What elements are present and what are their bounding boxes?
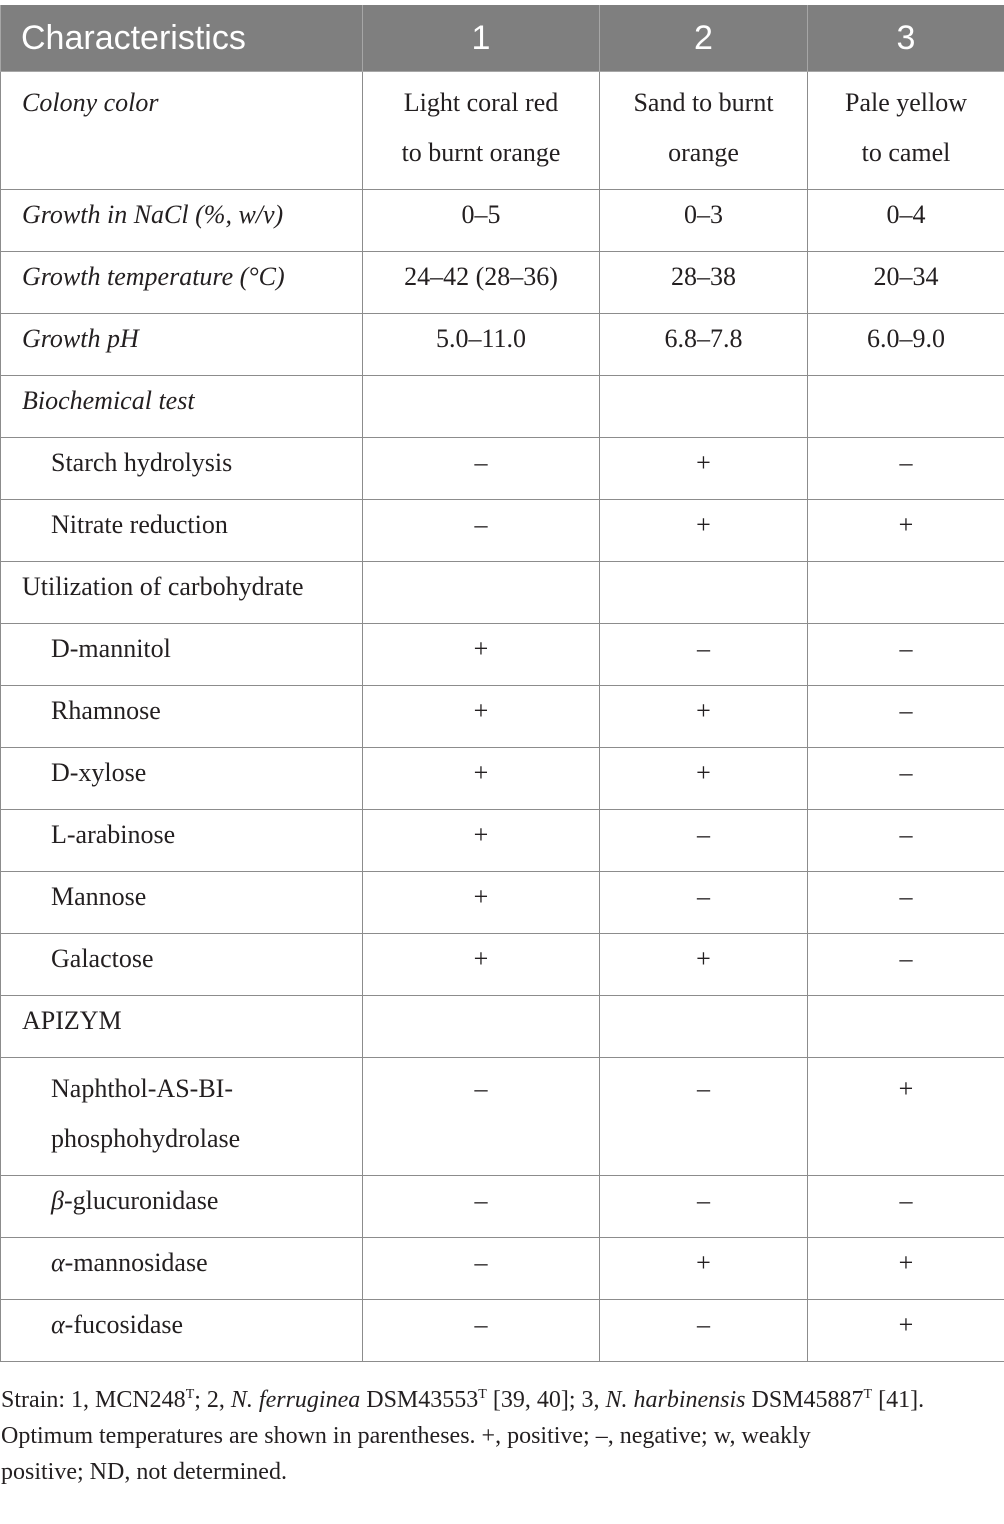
cell-col-3: – — [808, 438, 1004, 500]
cell-col-1: 5.0–11.0 — [363, 314, 600, 376]
cell-col-1: 0–5 — [363, 190, 600, 252]
cell-col-2: 0–3 — [600, 190, 808, 252]
row-label: L-arabinose — [1, 810, 363, 872]
species-name: N. harbinensis — [605, 1387, 746, 1413]
table-row — [1, 72, 1004, 190]
cell-col-2: + — [600, 500, 808, 562]
cell-col-2: – — [600, 810, 808, 872]
table-footnote — [1, 1382, 1003, 1490]
table-row — [1, 500, 1004, 562]
cell-col-3: 0–4 — [808, 190, 1004, 252]
header-col-3: 3 — [808, 5, 1004, 72]
cell-col-3: – — [808, 686, 1004, 748]
footnote-text: [39, 40]; 3, — [486, 1387, 606, 1413]
cell-col-3 — [808, 376, 1004, 438]
label-text: -glucuronidase — [63, 1186, 219, 1215]
cell-col-2: + — [600, 748, 808, 810]
footnote-text: Strain: 1, MCN248 — [1, 1387, 186, 1413]
cell-col-3 — [808, 72, 1004, 190]
section-label: APIZYM — [1, 996, 363, 1058]
cell-col-2: + — [600, 1238, 808, 1300]
cell-line: Pale yellow — [844, 88, 968, 117]
header-col-1: 1 — [363, 5, 600, 72]
section-label: Biochemical test — [1, 376, 363, 438]
header-col-2: 2 — [600, 5, 808, 72]
cell-line: to camel — [861, 138, 951, 167]
row-label: D-mannitol — [1, 624, 363, 686]
footnote-line-2: Optimum temperatures are shown in parentheses. +, positive; –, negative; w, weakly — [1, 1423, 811, 1449]
table-row — [1, 314, 1004, 376]
table-row — [1, 624, 1004, 686]
cell-line: orange — [668, 138, 739, 167]
row-label — [1, 1058, 363, 1176]
cell-col-1 — [363, 376, 600, 438]
cell-col-1: – — [363, 1300, 600, 1362]
cell-col-1: – — [363, 1238, 600, 1300]
cell-col-3 — [808, 562, 1004, 624]
cell-col-2: – — [600, 1300, 808, 1362]
label-text: -fucosidase — [64, 1310, 184, 1339]
cell-col-3: – — [808, 872, 1004, 934]
characteristics-table — [0, 5, 1004, 1362]
cell-col-1: – — [363, 438, 600, 500]
cell-col-2: 28–38 — [600, 252, 808, 314]
cell-col-3: + — [808, 1300, 1004, 1362]
table-row — [1, 1300, 1004, 1362]
cell-col-1 — [363, 72, 600, 190]
table-row — [1, 748, 1004, 810]
table-header-row — [1, 5, 1004, 72]
cell-col-2: 6.8–7.8 — [600, 314, 808, 376]
table-row — [1, 686, 1004, 748]
cell-col-2 — [600, 996, 808, 1058]
cell-col-3: – — [808, 748, 1004, 810]
cell-col-1: 24–42 (28–36) — [363, 252, 600, 314]
cell-col-2 — [600, 376, 808, 438]
footnote-text: ; 2, — [194, 1387, 231, 1413]
cell-col-3: + — [808, 500, 1004, 562]
cell-col-2: – — [600, 872, 808, 934]
header-characteristics: Characteristics — [1, 5, 363, 72]
cell-col-1: + — [363, 810, 600, 872]
cell-line: Light coral red — [403, 88, 559, 117]
label-line: phosphohydrolase — [51, 1124, 241, 1153]
cell-col-1: + — [363, 624, 600, 686]
row-label — [1, 1238, 363, 1300]
cell-col-2: – — [600, 1058, 808, 1176]
footnote-text: DSM43553 — [360, 1387, 479, 1413]
cell-col-2 — [600, 72, 808, 190]
cell-col-2 — [600, 562, 808, 624]
superscript-t: T — [185, 1387, 195, 1402]
row-label: Nitrate reduction — [1, 500, 363, 562]
table-row — [1, 872, 1004, 934]
cell-col-2: – — [600, 624, 808, 686]
cell-col-2: + — [600, 686, 808, 748]
footnote-text: [41]. — [872, 1387, 925, 1413]
cell-col-2: + — [600, 438, 808, 500]
row-label — [1, 1300, 363, 1362]
cell-col-1 — [363, 996, 600, 1058]
table-row — [1, 996, 1004, 1058]
row-label: Growth temperature (°C) — [1, 252, 363, 314]
cell-col-1: + — [363, 686, 600, 748]
row-label: Rhamnose — [1, 686, 363, 748]
cell-line: Sand to burnt — [633, 88, 774, 117]
species-name: N. ferruginea — [230, 1387, 361, 1413]
table-row — [1, 438, 1004, 500]
row-label: Starch hydrolysis — [1, 438, 363, 500]
table-row — [1, 810, 1004, 872]
table-row — [1, 934, 1004, 996]
row-label: Growth pH — [1, 314, 363, 376]
cell-col-2: – — [600, 1176, 808, 1238]
cell-col-1: + — [363, 748, 600, 810]
cell-col-3: + — [808, 1058, 1004, 1176]
cell-col-3: – — [808, 624, 1004, 686]
table-row — [1, 1238, 1004, 1300]
footnote-line-1 — [1, 1382, 1003, 1418]
cell-col-2: + — [600, 934, 808, 996]
cell-col-1: – — [363, 1176, 600, 1238]
greek-prefix: α — [51, 1310, 65, 1339]
row-label — [1, 1176, 363, 1238]
table-row — [1, 376, 1004, 438]
cell-col-1: – — [363, 500, 600, 562]
table-row — [1, 1176, 1004, 1238]
cell-col-3: – — [808, 934, 1004, 996]
footnote-line-3: positive; ND, not determined. — [1, 1459, 287, 1485]
cell-col-3: 6.0–9.0 — [808, 314, 1004, 376]
greek-prefix: β — [51, 1186, 64, 1215]
cell-col-1: + — [363, 934, 600, 996]
row-label: Galactose — [1, 934, 363, 996]
cell-col-3: – — [808, 810, 1004, 872]
superscript-t: T — [863, 1387, 873, 1402]
cell-col-3: – — [808, 1176, 1004, 1238]
cell-col-1: – — [363, 1058, 600, 1176]
row-label: D-xylose — [1, 748, 363, 810]
table-row — [1, 1058, 1004, 1176]
cell-line: to burnt orange — [401, 138, 561, 167]
row-label: Mannose — [1, 872, 363, 934]
cell-col-3: + — [808, 1238, 1004, 1300]
superscript-t: T — [478, 1387, 487, 1402]
cell-col-1 — [363, 562, 600, 624]
label-line: Naphthol-AS-BI- — [51, 1074, 233, 1103]
table-row — [1, 190, 1004, 252]
table-row — [1, 562, 1004, 624]
cell-col-1: + — [363, 872, 600, 934]
row-label: Growth in NaCl (%, w/v) — [1, 190, 363, 252]
section-label: Utilization of carbohydrate — [1, 562, 363, 624]
greek-prefix: α — [51, 1248, 65, 1277]
row-label: Colony color — [1, 72, 363, 190]
table-row — [1, 252, 1004, 314]
footnote-text: DSM45887 — [745, 1387, 864, 1413]
cell-col-3: 20–34 — [808, 252, 1004, 314]
cell-col-3 — [808, 996, 1004, 1058]
label-text: -mannosidase — [64, 1248, 208, 1277]
